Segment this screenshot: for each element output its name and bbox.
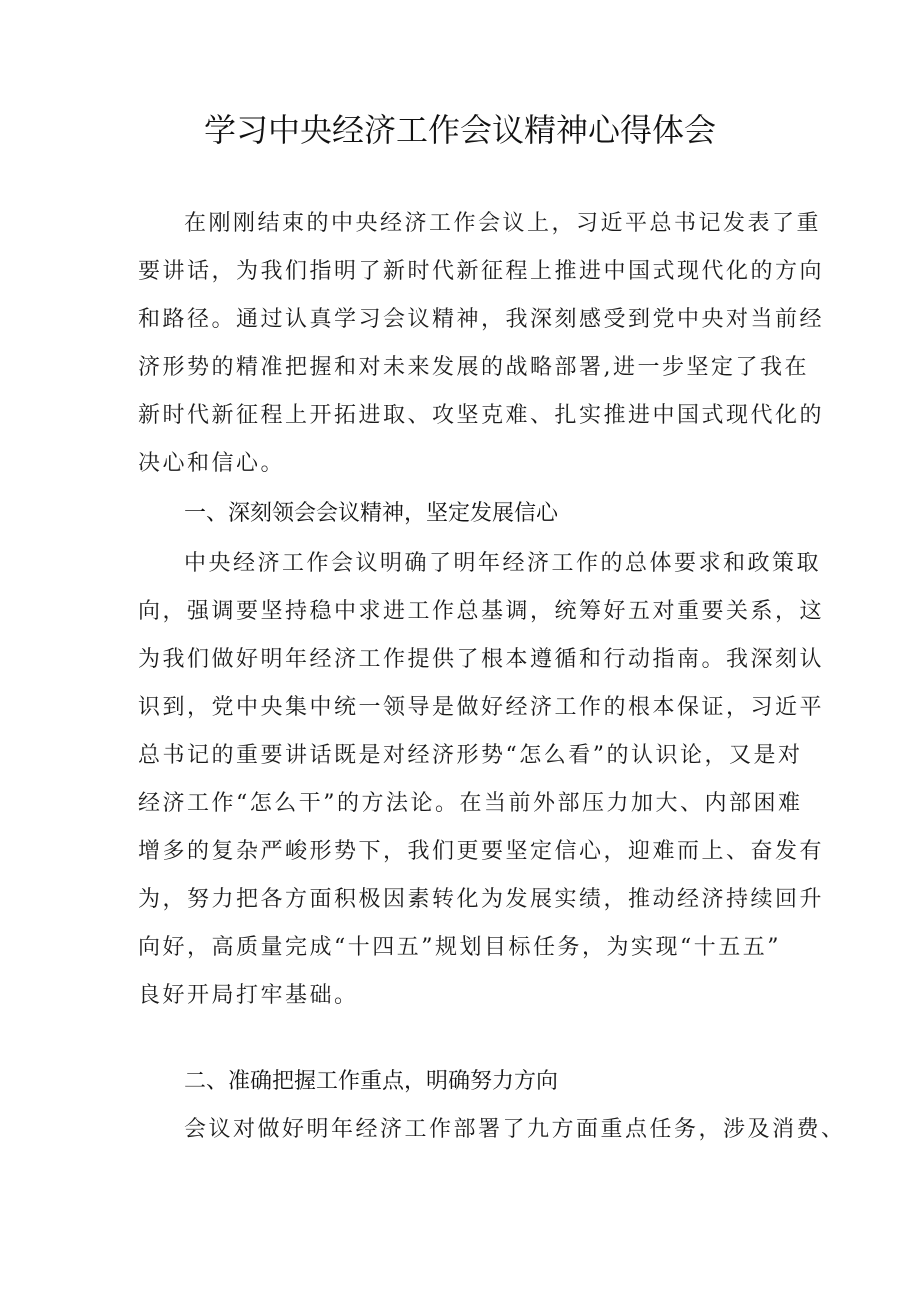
intro-line: 和路径。通过认真学习会议精神，我深刻感受到党中央对当前经 bbox=[138, 307, 825, 332]
intro-line: 在刚刚结束的中央经济工作会议上，习近平总书记发表了重 bbox=[184, 211, 822, 236]
section1-line: 良好开局打牢基础。 bbox=[138, 983, 359, 1008]
section1-line: 为，努力把各方面积极因素转化为发展实绩，推动经济持续回升 bbox=[138, 887, 825, 912]
intro-line: 济形势的精准把握和对未来发展的战略部署,进一步坚定了我在 bbox=[138, 355, 809, 380]
section2-heading: 二、准确把握工作重点，明确努力方向 bbox=[184, 1069, 559, 1094]
intro-line: 新时代新征程上开拓进取、攻坚克难、扎实推进中国式现代化的 bbox=[138, 403, 825, 428]
section1-line: 识到，党中央集中统一领导是做好经济工作的根本保证，习近平 bbox=[138, 695, 825, 720]
intro-line: 要讲话，为我们指明了新时代新征程上推进中国式现代化的方向 bbox=[138, 259, 825, 284]
section2-line: 会议对做好明年经济工作部署了九方面重点任务，涉及消费、 bbox=[184, 1117, 846, 1142]
section1-line: 中央经济工作会议明确了明年经济工作的总体要求和政策取 bbox=[184, 551, 822, 576]
section1-line: 经济工作“怎么干”的方法论。在当前外部压力加大、内部困难 bbox=[138, 791, 803, 816]
section1-line: 为我们做好明年经济工作提供了根本遵循和行动指南。我深刻认 bbox=[138, 647, 825, 672]
section1-line: 向，强调要坚持稳中求进工作总基调，统筹好五对重要关系，这 bbox=[138, 599, 825, 624]
section1-line: 向好，高质量完成“十四五”规划目标任务，为实现“十五五” bbox=[138, 935, 781, 960]
section1-heading: 一、深刻领会会议精神，坚定发展信心 bbox=[184, 501, 559, 526]
section1-line: 总书记的重要讲话既是对经济形势“怎么看”的认识论，又是对 bbox=[138, 743, 803, 768]
intro-line: 决心和信心。 bbox=[138, 451, 286, 476]
section1-line: 增多的复杂严峻形势下，我们更要坚定信心，迎难而上、奋发有 bbox=[138, 839, 825, 864]
document-title: 学习中央经济工作会议精神心得体会 bbox=[203, 111, 716, 149]
